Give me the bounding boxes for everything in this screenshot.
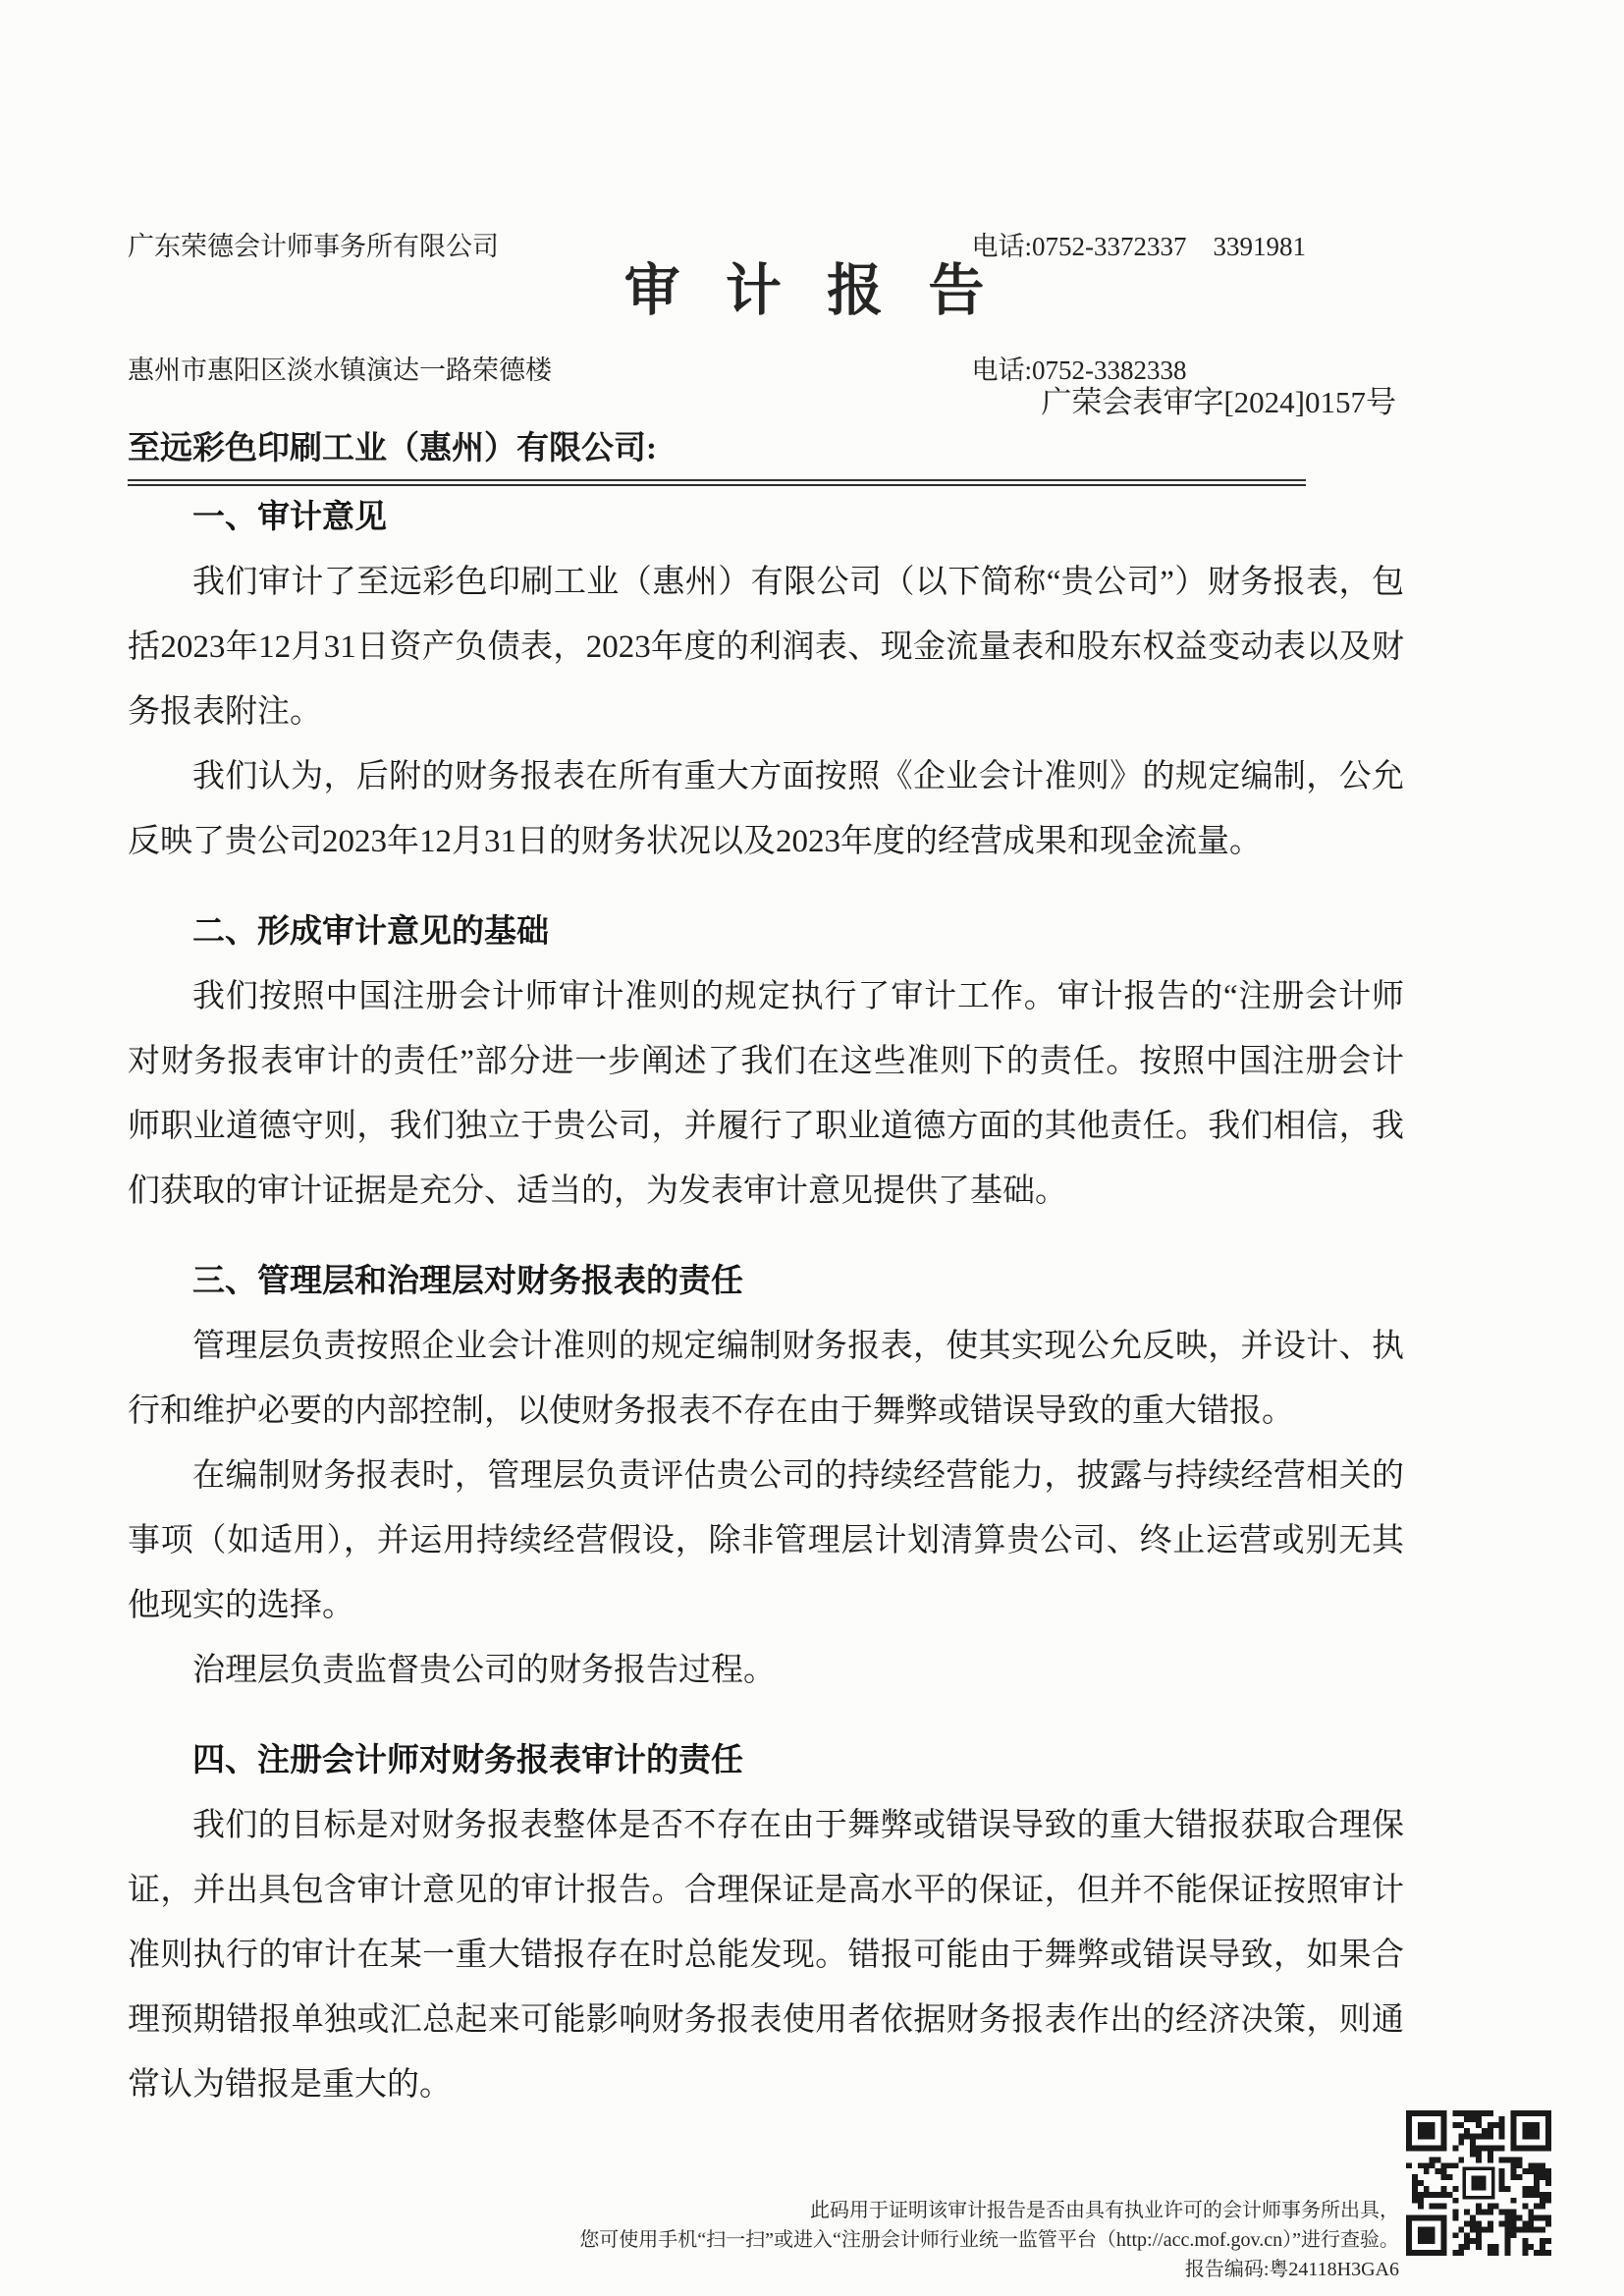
qr-code-icon (1406, 2109, 1551, 2257)
verification-line-2: 您可使用手机“扫一扫”或进入“注册会计师行业统一监管平台（http://acc.mof.gov.cn）”进行查验。 (579, 2229, 1399, 2251)
firm-name: 广东荣德会计师事务所有限公司 (128, 232, 499, 261)
section-heading: 一、审计意见 (192, 500, 387, 535)
addressee: 至远彩色印刷工业（惠州）有限公司: (128, 431, 657, 466)
phone-line-2: 电话:0752-3382338 (971, 355, 1187, 385)
paragraph: 我们按照中国注册会计师审计准则的规定执行了审计工作。审计报告的“注册会计师对财务报表审计的责任”部分进一步阐述了我们在这些准则下的责任。按照中国注册会计师职业道德守则，我们独立于贵公司，并履行了职业道德方面的其他责任。我们相信，我们获取的审计证据是充分、适当的，为发表审计意见提供了基础。 (128, 979, 1404, 1209)
paragraph: 管理层负责按照企业会计准则的规定编制财务报表，使其实现公允反映，并设计、执行和维护必要的内部控制，以使财务报表不存在由于舞弊或错误导致的重大错报。 (128, 1329, 1404, 1429)
paragraph: 在编制财务报表时，管理层负责评估贵公司的持续经营能力，披露与持续经营相关的事项（如适用），并运用持续经营假设，除非管理层计划清算贵公司、终止运营或别无其他现实的选择。 (128, 1458, 1404, 1623)
reference-number: 广荣会表审字[2024]0157号 (1041, 385, 1396, 419)
paragraph: 治理层负责监督贵公司的财务报告过程。 (192, 1653, 776, 1688)
section-basis-for-opinion (128, 900, 1404, 1224)
verification-note (388, 2196, 1399, 2284)
paragraph: 我们的目标是对财务报表整体是否不存在由于舞弊或错误导致的重大错报获取合理保证，并出具包含审计意见的审计报告。合理保证是高水平的保证，但并不能保证按照审计准则执行的审计在某一重大错报存在时总能发现。错报可能由于舞弊或错误导致，如果合理预期错报单独或汇总起来可能影响财务报表使用者依据财务报表作出的经济决策，则通常认为错报是重大的。 (128, 1808, 1404, 2103)
paragraph: 我们审计了至远彩色印刷工业（惠州）有限公司（以下简称“贵公司”）财务报表，包括2023年12月31日资产负债表，2023年度的利润表、现金流量表和股东权益变动表以及财务报表附注。 (128, 565, 1404, 730)
section-heading: 四、注册会计师对财务报表审计的责任 (192, 1743, 743, 1778)
phone-line-1: 电话:0752-3372337 3391981 (971, 232, 1306, 261)
section-heading: 三、管理层和治理层对财务报表的责任 (192, 1264, 743, 1299)
report-body (128, 485, 1404, 2117)
verification-line-1: 此码用于证明该审计报告是否由具有执业许可的会计师事务所出具， (810, 2200, 1399, 2221)
section-auditor-responsibility (128, 1728, 1404, 2117)
report-code: 报告编码:粤24118H3GA6 (1184, 2259, 1399, 2280)
firm-address: 惠州市惠阳区淡水镇演达一路荣德楼 (128, 355, 552, 385)
section-audit-opinion (128, 485, 1404, 874)
paragraph: 我们认为，后附的财务报表在所有重大方面按照《企业会计准则》的规定编制，公允反映了贵公司2023年12月31日的财务状况以及2023年度的经营成果和现金流量。 (128, 759, 1404, 859)
page-title: 审 计 报 告 (623, 260, 1001, 322)
section-management-responsibility (128, 1249, 1404, 1703)
section-heading: 二、形成审计意见的基础 (192, 914, 549, 950)
